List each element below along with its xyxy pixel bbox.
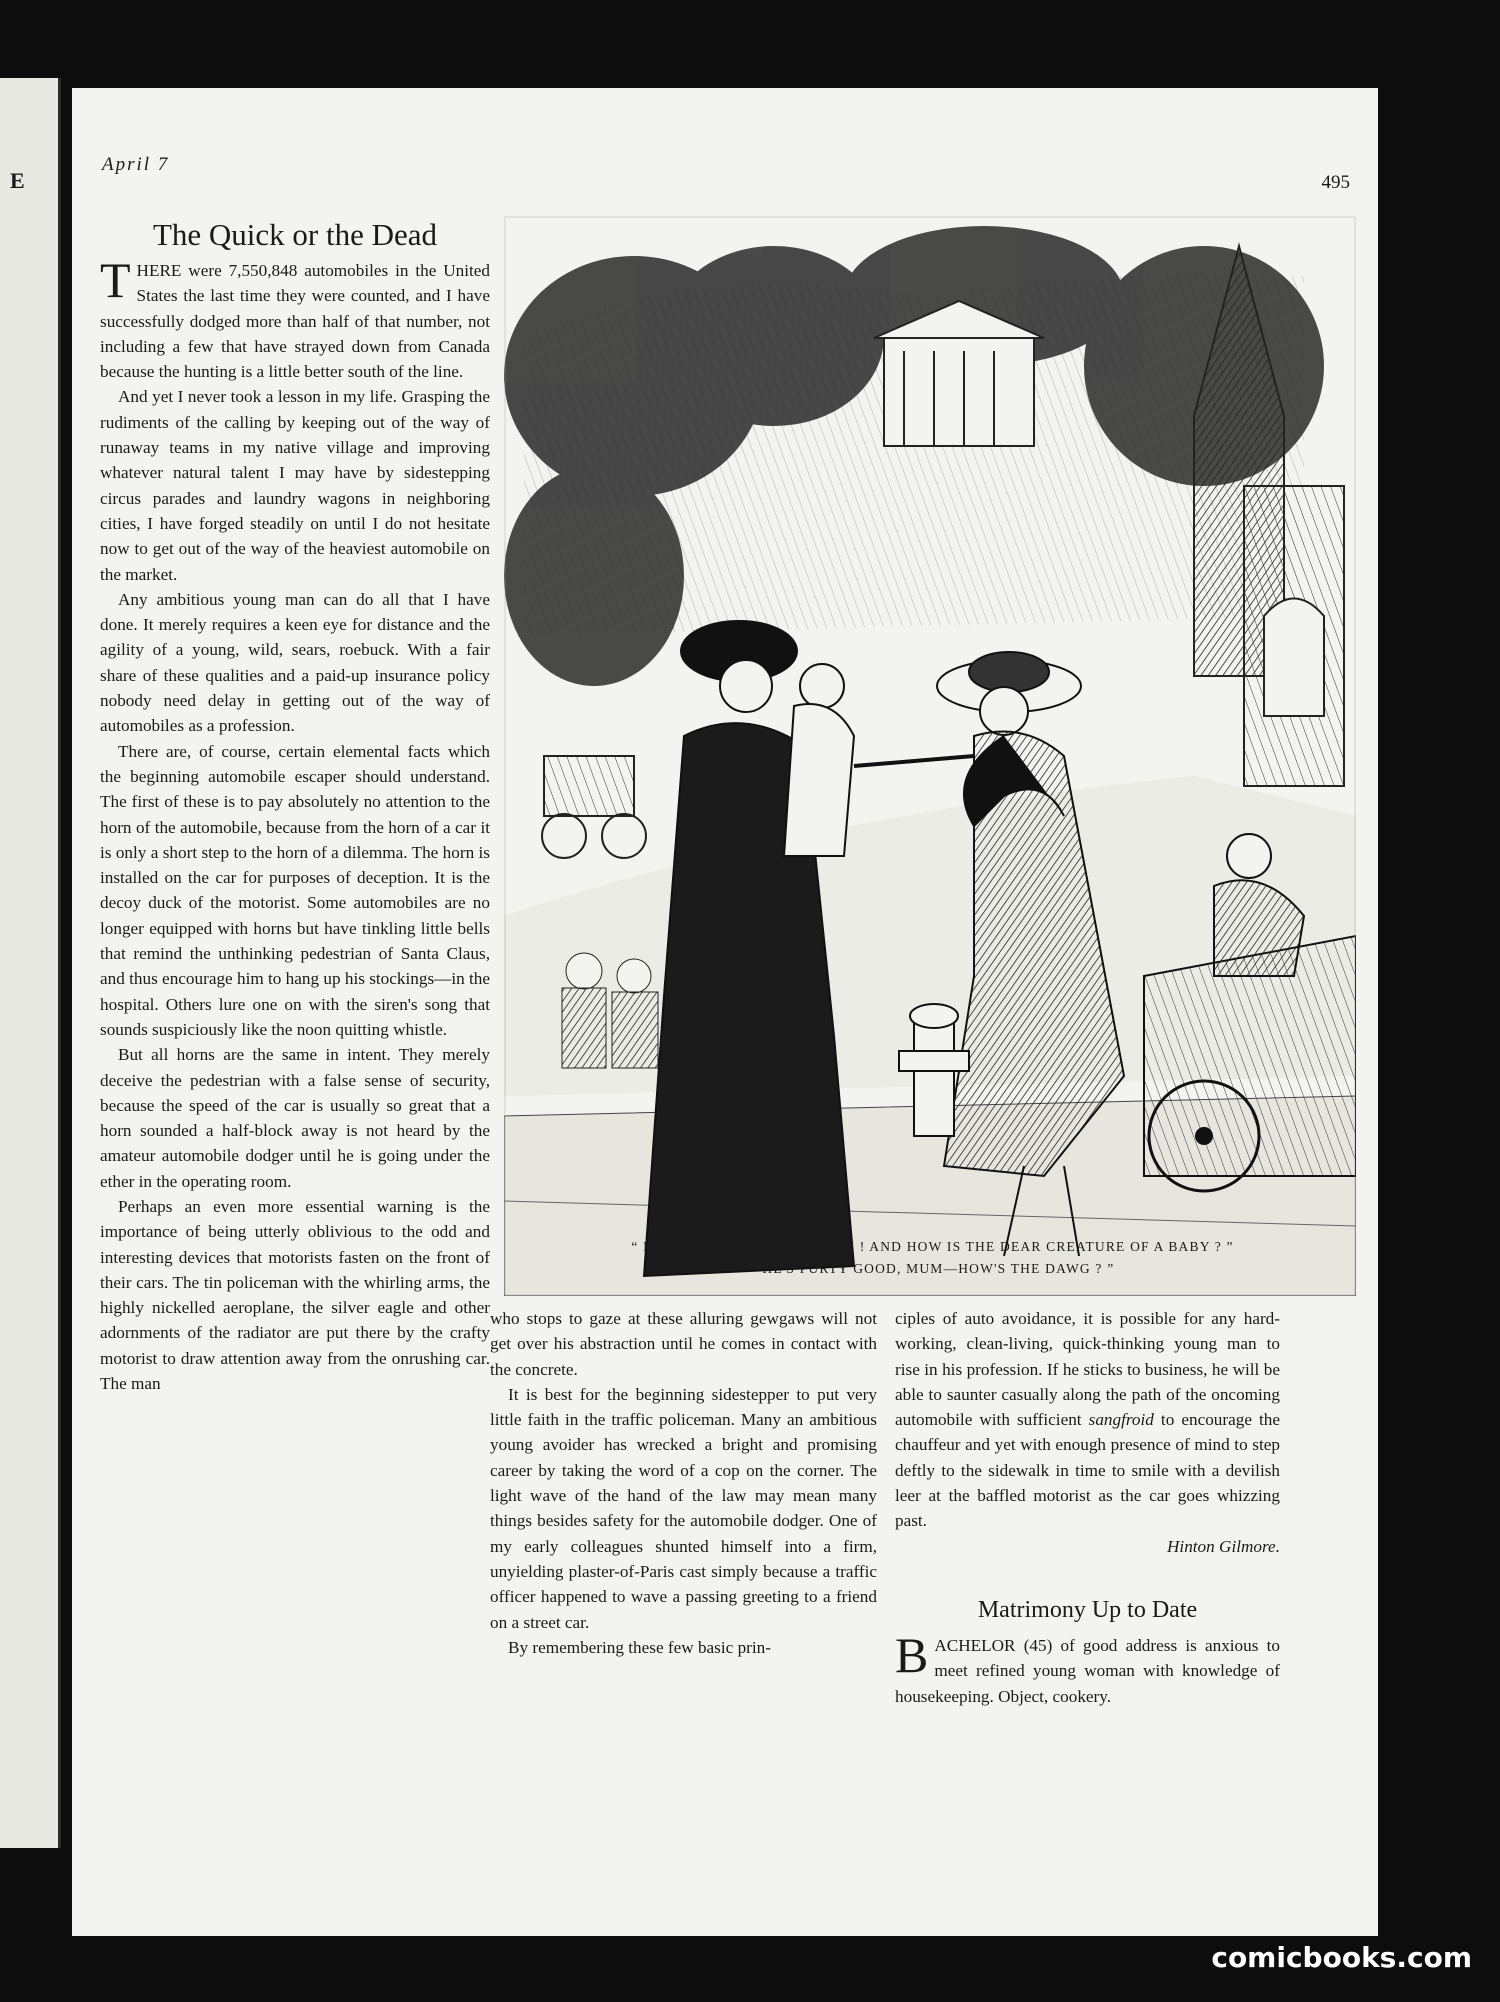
street-scene-illustration bbox=[504, 216, 1356, 1296]
page-number: 495 bbox=[1321, 172, 1350, 193]
site-watermark: comicbooks.com bbox=[1211, 1941, 1472, 1974]
article-paragraph: And yet I never took a lesson in my life. Grasping the rudiments of the calling by keeping out of the way of runaway teams in my native village and improving whatever natural talent I may have by sidestepping circus parades and laundry wagons in neighboring cities, I have forged steadily on until I do not hesitate now to get out of the way of the heaviest automobile on the market. bbox=[100, 387, 490, 584]
article-paragraph: Any ambitious young man can do all that I have done. It merely requires a keen eye for distance and the agility of a young, wild, sears, roebuck. With a fair share of these qualities and a paid-up insurance policy nobody need delay in getting out of the way of automobiles as a profession. bbox=[100, 589, 490, 736]
caption-line-2: “ HE'S PURTY GOOD, MUM—HOW'S THE DAWG ? ” bbox=[750, 1261, 1115, 1276]
second-article-text: BACHELOR (45) of good address is anxious to meet refined young woman with knowledge of housekeeping. Object, cookery. bbox=[895, 1626, 1280, 1706]
drop-cap: B bbox=[895, 1626, 929, 1683]
article-paragraph: There are, of course, certain elemental facts which the beginning automobile escaper should understand. The first of these is to pay absolutely no attention to the horn of the automobile, because from the horn of a car it is only a short step to the horn of a dilemma. The horn is installed on the car for purposes of deception. It is the decoy duck of the motorist. Some automobiles are no longer equipped with horns but have tinkling little bells that remind the unthinking pedestrian of Santa Claus, and thus encourage him to hang up his stockings—in the hospital. Others lure one on with the siren's song that sounds suspiciously like the noon quitting whistle. bbox=[100, 741, 491, 1039]
article-paragraph: It is best for the beginning sidestepper to put very little faith in the traffic policeman. Many an ambitious young avoider has wrecked a bright and promising career by taking the word of a cop on the corner. The light wave of the hand of the law may mean many things besides safety for the automobile dodger. One of my early colleagues shunted himself into a firm, unyielding plaster-of-Paris cast simply because a traffic officer happened to wave a passing greeting to a friend on a street car. bbox=[490, 1384, 877, 1632]
caption-line-1: “ HOW ARE YOU, MRS. DUGAN ! AND HOW IS THE DEAR CREATURE OF A BABY ? ” bbox=[631, 1239, 1234, 1254]
illustration-caption bbox=[490, 1236, 1375, 1280]
article-column-1 bbox=[100, 210, 490, 1396]
article-column-2 bbox=[490, 1306, 877, 1660]
page-date: April 7 bbox=[102, 154, 170, 175]
article-paragraph: Perhaps an even more essential warning is the importance of being utterly oblivious to the odd and interesting devices that motorists fasten on the front of their cars. The tin policeman with the whirling arms, the highly nickelled aeroplane, the silver eagle and other adornments of the radiator are put there by the crafty motorist to draw attention away from the onrushing car. The man bbox=[100, 1196, 490, 1394]
article-paragraph: By remembering these few basic prin- bbox=[508, 1637, 771, 1657]
article-paragraph: ciples of auto avoidance, it is possible for any hard-working, clean-living, quick-thinking young man to rise in his profession. If he sticks to business, he will be able to saunter casually along the path of the oncoming automobile with sufficient sangfroid to encourage the chauffeur and yet with enough presence of mind to step deftly to the sidewalk in time to smile with a devilish leer at the baffled motorist as the car goes whizzing past. bbox=[895, 1309, 1281, 1531]
second-article-title: Matrimony Up to Date bbox=[977, 1596, 1198, 1623]
article-column-3 bbox=[895, 1306, 1280, 1709]
article-paragraph: who stops to gaze at these alluring gewgaws will not get over his abstraction until he comes in contact with the concrete. bbox=[490, 1309, 877, 1379]
drop-cap: T bbox=[100, 252, 131, 308]
article-paragraph: THERE were 7,550,848 automobiles in the United States the last time they were counted, and I have successfully dodged more than half of that number, not including a few that have strayed down from Canada because the hunting is a little better south of the line. bbox=[100, 252, 490, 382]
previous-page-letter: E bbox=[10, 168, 25, 193]
author-signature: Hinton Gilmore. bbox=[1167, 1536, 1280, 1556]
article-paragraph: But all horns are the same in intent. They merely deceive the pedestrian with a false sense of security, because the speed of the car is usually so great that a horn sounded a half-block away is not heard by the amateur automobile dodger until he is going under the ether in the operating room. bbox=[100, 1045, 490, 1191]
italic-term: sangfroid bbox=[1088, 1410, 1154, 1430]
article-title: The Quick or the Dead bbox=[152, 217, 438, 252]
previous-page-edge bbox=[0, 78, 61, 1848]
magazine-page bbox=[72, 88, 1378, 1936]
